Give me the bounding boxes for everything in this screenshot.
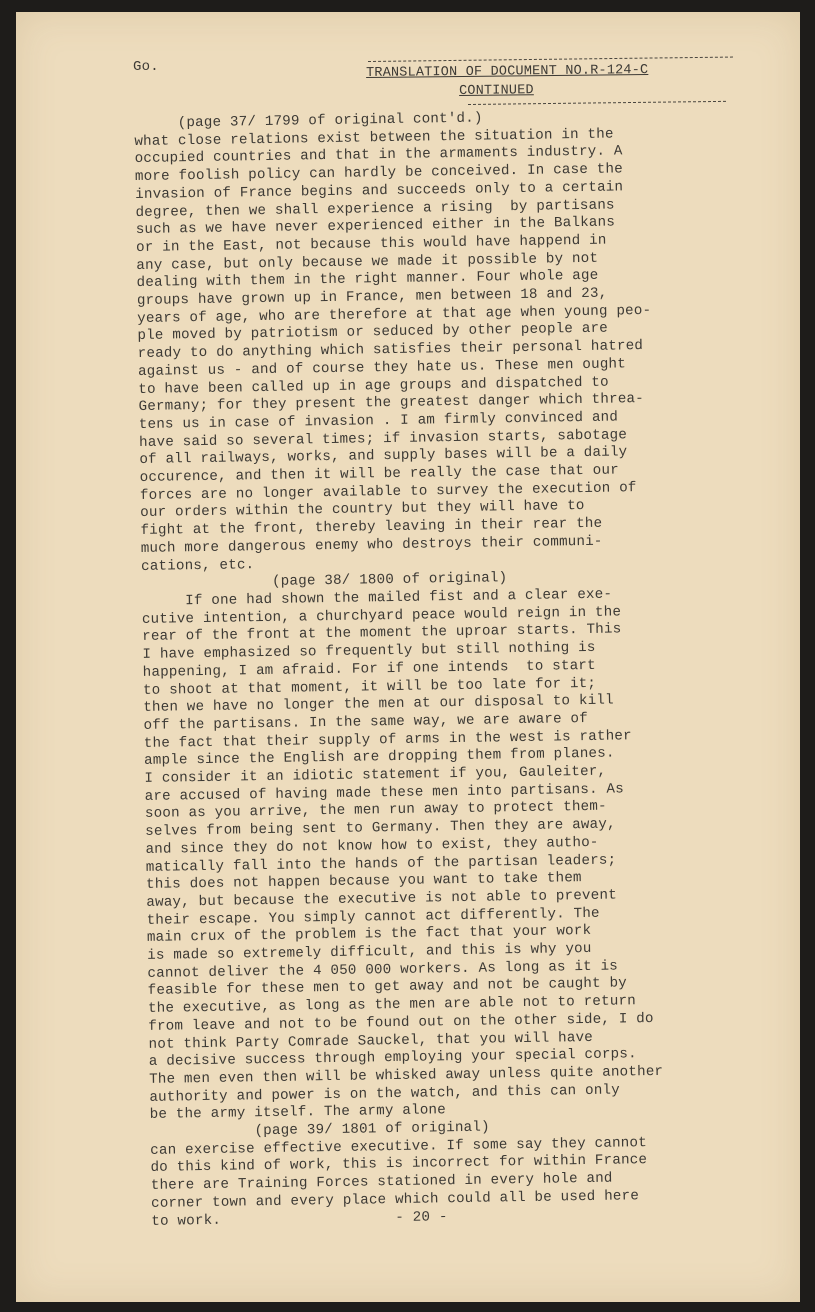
text-line: fight at the front, thereby leaving in their rear the (140, 515, 603, 540)
text-line: groups have grown up in France, men between 18 and 23, (136, 285, 608, 310)
text-line: our orders within the country but they will have to (140, 498, 585, 522)
text-line: main crux of the problem is the fact that your work (146, 923, 592, 947)
text-line: ample since the English are dropping them from planes. (144, 745, 615, 770)
text-line: such as we have never experienced either in the Balkans (135, 214, 616, 239)
text-line: dealing with them in the right manner. Four whole age (136, 268, 599, 292)
text-line: occupied countries and that in the armaments industry. A (134, 143, 623, 168)
text-line: and since they do not know how to exist, they autho- (145, 834, 599, 858)
text-line: I have emphasized so frequently but still nothing is (142, 639, 596, 664)
header-top-rule (368, 57, 733, 62)
text-line: are accused of having made these men into partisans. As (144, 781, 625, 805)
text-line: what close relations exist between the situation in the (134, 126, 614, 150)
text-line: ready to do anything which satisfies their personal hatred (137, 338, 644, 363)
text-line: selves from being sent to Germany. Then they are away, (145, 816, 616, 841)
text-line: to shoot at that moment, it will be too late for it; (142, 675, 597, 699)
text-line: a decisive success through employing your special corps. (148, 1046, 637, 1071)
text-line: (page 39/ 1801 of original) (149, 1119, 490, 1141)
text-line: more foolish policy can hardly be conceived. In case the (134, 161, 624, 186)
text-line: invasion of France begins and succeeds only to a certain (135, 179, 624, 203)
text-line: not think Party Comrade Sauckel, that you will have (148, 1029, 594, 1053)
text-line: tens us in case of invasion . I am firmly convinced and (138, 409, 619, 433)
text-line: (page 38/ 1800 of original) (141, 570, 508, 593)
text-line: ple moved by patriotism or seduced by other people are (137, 321, 609, 345)
text-line: Germany; for they present the greatest danger which threa- (138, 391, 645, 416)
text-line: cannot deliver the 4 050 000 workers. As long as it is (147, 958, 619, 982)
text-line: be the army itself. The army alone (149, 1102, 447, 1124)
text-line: (page 37/ 1799 of original cont'd.) (134, 110, 483, 132)
text-line: cutive intention, a churchyard peace would reign in the (141, 604, 622, 628)
text-line: cations, etc. (140, 556, 255, 575)
text-line: forces are no longer available to survey the execution of (139, 479, 637, 504)
text-line: authority and power is on the watch, and this can only (149, 1082, 621, 1106)
text-line: to have been called up in age groups and dispatched to (138, 374, 609, 398)
text-line: If one had shown the mailed fist and a clear exe- (141, 586, 613, 610)
text-line: this does not happen because you want to take them (145, 870, 582, 894)
text-line: can exercise effective executive. If some say they cannot (150, 1134, 648, 1159)
text-line: then we have no longer the men at our disposal to kill (143, 692, 614, 717)
text-line: matically fall into the hands of the partisan leaders; (145, 852, 617, 876)
text-line: feasible for these men to get away and not be caught by (147, 975, 628, 1000)
document-title: TRANSLATION OF DOCUMENT NO.R-124-C (366, 63, 649, 81)
text-line: the fact that their supply of arms in the west is rather (143, 727, 632, 752)
text-line: have said so several times; if invasion starts, sabotage (139, 426, 628, 451)
header-left-mark: Go. (133, 59, 159, 75)
header-bottom-rule (468, 101, 726, 105)
text-line: from leave and not to be found out on the other side, I do (148, 1010, 654, 1035)
text-line: much more dangerous enemy who destroys their communi- (140, 533, 603, 557)
text-line: soon as you arrive, the men run away to protect them- (144, 799, 607, 823)
text-line: degree, then we shall experience a rising by partisans (135, 196, 615, 221)
text-line: or in the East, not because this would have happend in (135, 232, 607, 256)
document-page (16, 12, 800, 1302)
text-line: occurence, and then it will be really the case that our (139, 462, 620, 487)
text-line: against us - and of course they hate us. These men ought (137, 356, 627, 380)
text-line: of all railways, works, and supply bases will be a daily (139, 444, 628, 469)
text-line: happening, I am afraid. For if one intends to start (142, 657, 596, 681)
text-line: their escape. You simply cannot act differently. The (146, 905, 600, 929)
text-line: any case, but only because we made it possible by not (136, 250, 599, 274)
text-line: rear of the front at the moment the uproar starts. This (142, 621, 622, 646)
text-line: off the partisans. In the same way, we are aware of (143, 710, 589, 734)
text-line: do this kind of work, this is incorrect for within France (150, 1152, 648, 1177)
text-line: the executive, as long as the men are able not to return (147, 993, 637, 1018)
text-line: The men even then will be whisked away unless quite another (149, 1063, 664, 1088)
document-subtitle: CONTINUED (459, 83, 534, 99)
document-body (134, 107, 751, 1232)
text-line: away, but because the executive is not able to prevent (146, 887, 617, 911)
text-line: there are Training Forces stationed in every hole and (150, 1170, 613, 1195)
text-line: I consider it an idiotic statement if you, Gauleiter, (144, 763, 607, 787)
text-line: years of age, who are therefore at that age when young peo- (137, 302, 652, 327)
text-line: corner town and every place which could all be used here (150, 1188, 640, 1212)
text-line: is made so extremely difficult, and this is why you (147, 940, 592, 964)
text-line: to work. - 20 - (151, 1208, 448, 1230)
